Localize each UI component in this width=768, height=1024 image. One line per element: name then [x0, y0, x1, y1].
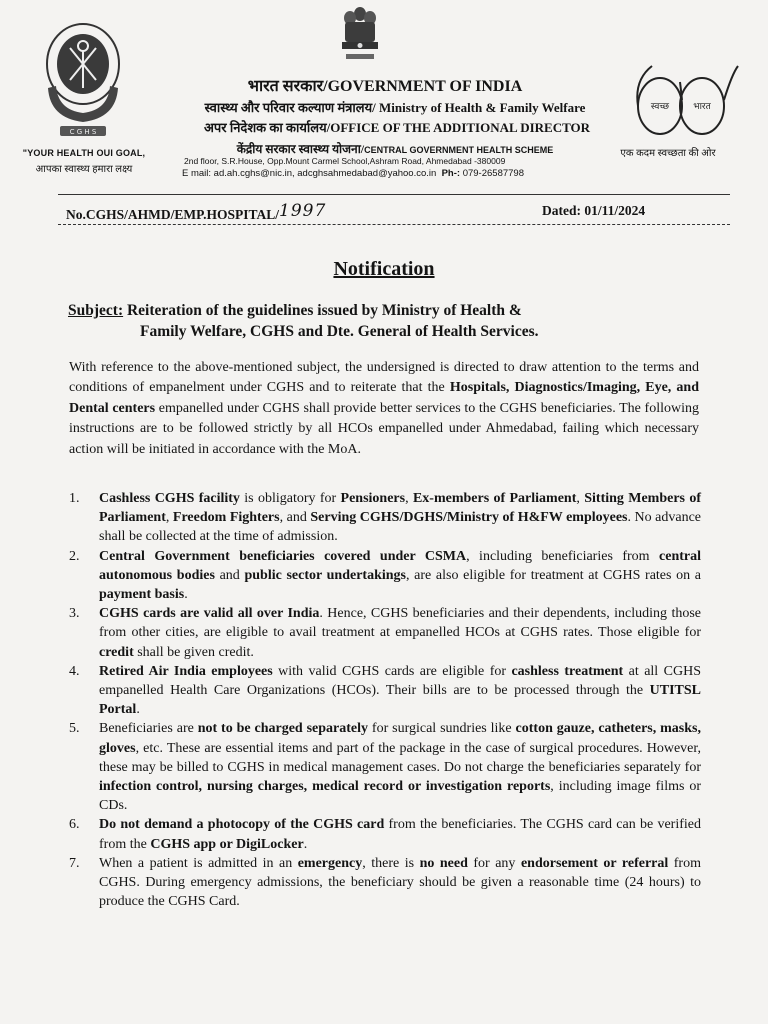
- email-addresses: E mail: ad.ah.cghs@nic.in, adcghsahmedabad@yahoo.co.in: [182, 168, 437, 179]
- intro-paragraph: [69, 358, 699, 460]
- left-caption-english: "YOUR HEALTH OUI GOAL,: [22, 148, 146, 158]
- intro-text-bold: Hospitals, Diagnostics/Imaging, Eye, and Dental centers: [69, 380, 699, 416]
- instruction-text: ,: [165, 510, 173, 526]
- national-emblem-icon: [337, 4, 383, 64]
- instruction-item: [69, 604, 701, 662]
- document-date: Dated: 01/11/2024: [542, 203, 646, 218]
- instruction-text-bold: Retired Air India employees: [99, 663, 273, 679]
- instruction-item: [69, 662, 701, 720]
- instruction-number: 5.: [69, 721, 80, 737]
- instruction-text: , including image films or CDs.: [99, 779, 702, 814]
- instruction-item: [69, 547, 701, 605]
- instruction-text-bold: cashless treatment: [511, 663, 624, 679]
- instruction-text-bold: no need: [419, 855, 468, 871]
- instruction-text: . No advance shall be collected at the time of admission.: [99, 510, 702, 545]
- instruction-text-bold: credit: [99, 644, 134, 660]
- instruction-text-bold: CGHS cards are valid all over India: [99, 606, 320, 622]
- subject-block: [68, 300, 688, 342]
- right-logo-caption: एक कदम स्वच्छता की ओर: [620, 148, 716, 159]
- instruction-text: , etc. These are essential items and part of the package in the case of surgical procedures. However, these may be billed to CGHS in medical management cases. Do not charge the beneficiaries separately for: [99, 740, 701, 775]
- instruction-item: [69, 815, 701, 853]
- instruction-text: at all CGHS empanelled Health Care Organizations (HCOs). Their bills are to be processed through the: [99, 663, 701, 699]
- instruction-text-bold: central autonomous bodies: [99, 548, 701, 583]
- subject-line-1: Reiteration of the guidelines issued by Ministry of Health &: [126, 302, 522, 319]
- instruction-text: for surgical sundries like: [368, 721, 516, 737]
- instruction-text: . Hence, CGHS beneficiaries and their dependents, including those from other cities, are eligible to avail treatment at empanelled HCOs at CGHS rates. Those eligible for: [99, 606, 701, 641]
- instruction-item: [69, 719, 701, 815]
- instruction-text: for any: [467, 855, 521, 871]
- reference-divider: [58, 224, 730, 225]
- intro-text-2: empanelled under CGHS shall provide better services to the CGHS beneficiaries. The following instructions are to be followed strictly by all HCOs empanelled under Ahmedabad, failing which necessary action will be initiated in accordance with the MoA.: [69, 400, 699, 457]
- header-scheme-hindi: केंद्रीय सरकार स्वास्थ्य योजना/: [236, 142, 365, 156]
- instruction-item: [69, 854, 701, 912]
- svg-text:C G H S: C G H S: [69, 128, 97, 136]
- instruction-text-bold: Sitting Members of Parliament: [99, 491, 702, 526]
- instruction-text: shall be given credit.: [133, 644, 254, 660]
- instruction-text-bold: not to be charged separately: [197, 721, 369, 737]
- instruction-text: When a patient is admitted in an: [99, 855, 298, 871]
- instruction-text-bold: Pensioners: [340, 491, 406, 506]
- instruction-text: from the beneficiaries. The CGHS card can be verified from the: [99, 817, 701, 852]
- instruction-item: [69, 489, 701, 547]
- instruction-text-bold: CGHS app or DigiLocker: [150, 836, 304, 852]
- instruction-text-bold: UTITSL Portal: [99, 683, 701, 718]
- instruction-text: ,: [405, 491, 413, 506]
- notification-title-text: Notification: [333, 258, 435, 280]
- instruction-number: 4.: [69, 663, 80, 679]
- instruction-number: 3.: [69, 606, 80, 622]
- instruction-text: , and: [279, 510, 311, 526]
- instruction-number: 1.: [69, 491, 80, 506]
- reference-prefix: No.CGHS/AHMD/EMP.HOSPITAL/: [66, 207, 280, 222]
- instruction-text-bold: emergency: [297, 855, 363, 871]
- instruction-text: ,: [576, 491, 585, 506]
- instruction-text: .: [303, 836, 308, 852]
- intro-text-1: With reference to the above-mentioned subject, the undersigned is directed to draw attention to the terms and conditions of empanelment under CGHS and to reiterate that the: [69, 360, 699, 396]
- instruction-text-bold: payment basis: [99, 587, 185, 603]
- instruction-text: .: [136, 702, 140, 718]
- office-address: 2nd floor, S.R.House, Opp.Mount Carmel School,Ashram Road, Ahmedabad -380009: [184, 156, 506, 166]
- bharat-text: भारत: [693, 102, 711, 112]
- instruction-number: 6.: [69, 817, 80, 833]
- left-logo-caption: [16, 148, 152, 175]
- header-divider: [58, 194, 730, 195]
- instruction-text-bold: public sector undertakings: [244, 567, 406, 583]
- phone-number: 079-26587798: [462, 168, 524, 179]
- handwritten-number: 1997: [279, 201, 327, 221]
- subject-line-2: Family Welfare, CGHS and Dte. General of Health Services.: [140, 323, 539, 340]
- swachh-text: स्वच्छ: [650, 102, 670, 112]
- subject-label: Subject:: [68, 302, 124, 319]
- instruction-text: , are also eligible for treatment at CGHS rates on a: [406, 567, 701, 583]
- reference-number: [66, 201, 327, 224]
- left-caption-hindi: आपका स्वास्थ्य हमारा लक्ष्य: [35, 164, 133, 175]
- swachh-bharat-logo-icon: [632, 60, 740, 144]
- instruction-text: , including beneficiaries from: [466, 548, 660, 564]
- instruction-text-bold: infection control, nursing charges, medical record or investigation reports: [99, 779, 551, 795]
- instruction-text-bold: Serving CGHS/DGHS/Ministry of H&FW employees: [310, 510, 628, 526]
- instruction-text-bold: Freedom Fighters: [172, 510, 280, 526]
- instruction-text: and: [214, 567, 245, 583]
- header-government: भारत सरकार/GOVERNMENT OF INDIA: [247, 78, 523, 95]
- instruction-text-bold: cotton gauze, catheters, masks, gloves: [99, 721, 701, 756]
- instruction-text-bold: endorsement or referral: [520, 855, 669, 871]
- instruction-text: Beneficiaries are: [99, 721, 198, 737]
- header-scheme-english: CENTRAL GOVERNMENT HEALTH SCHEME: [364, 145, 554, 155]
- cghs-logo-icon: [40, 18, 126, 144]
- contact-line: [182, 168, 524, 179]
- instruction-text: from CGHS. During emergency admissions, the beneficiary should be given a reasonable time (24 hours) to produce the CGHS Card.: [99, 855, 701, 910]
- instruction-text: is obligatory for: [239, 491, 341, 506]
- instruction-text: , there is: [362, 855, 420, 871]
- instruction-text-bold: Cashless CGHS facility: [99, 491, 240, 506]
- instruction-number: 7.: [69, 855, 80, 871]
- instruction-text: with valid CGHS cards are eligible for: [272, 663, 512, 679]
- instruction-text-bold: Do not demand a photocopy of the CGHS card: [99, 817, 385, 833]
- instruction-text-bold: Ex-members of Parliament: [412, 491, 577, 506]
- instructions-list: [69, 489, 701, 911]
- instruction-number: 2.: [69, 548, 80, 564]
- header-ministry: स्वास्थ्य और परिवार कल्याण मंत्रालय/ Ministry of Health & Family Welfare: [204, 100, 586, 115]
- phone-label: Ph-:: [441, 168, 461, 179]
- header-scheme: [160, 140, 630, 157]
- instruction-text: .: [184, 587, 188, 603]
- instruction-text-bold: Central Government beneficiaries covered under CSMA: [99, 548, 467, 564]
- notification-title: [0, 258, 768, 281]
- header-office: अपर निदेशक का कार्यालय/OFFICE OF THE ADDITIONAL DIRECTOR: [203, 120, 591, 135]
